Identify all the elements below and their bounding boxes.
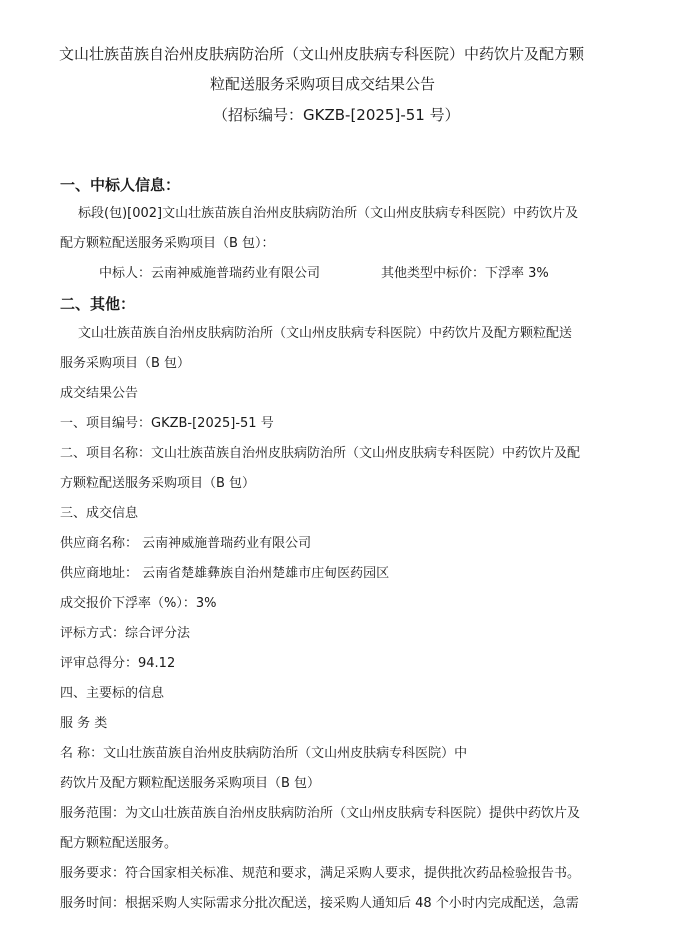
project-name-line-1: 二、项目名称：文山壮族苗族自治州皮肤病防治所（文山州皮肤病专科医院）中药饮片及配 — [60, 446, 581, 461]
winning-bid-price: 其他类型中标价：下浮率 3% — [381, 266, 549, 281]
section-heading-winner-info: 一、中标人信息： — [60, 176, 181, 194]
document-title-line-1: 文山壮族苗族自治州皮肤病防治所（文山州皮肤病专科医院）中药饮片及配方颗 — [59, 45, 585, 63]
supplier-name: 供应商名称： 云南神威施普瑞药业有限公司 — [60, 536, 312, 551]
other-text-line: 服务采购项目（B 包） — [60, 356, 191, 371]
total-score: 评审总得分：94.12 — [60, 656, 176, 671]
winning-bidder: 中标人：云南神威施普瑞药业有限公司 — [99, 266, 321, 281]
discount-rate: 成交报价下浮率（%）：3% — [60, 596, 217, 611]
service-time: 服务时间：根据采购人实际需求分批次配送，接采购人通知后 48 个小时内完成配送，急需 — [60, 896, 579, 911]
other-text-line: 成交结果公告 — [60, 386, 139, 401]
document-title-line-2: 粒配送服务采购项目成交结果公告 — [210, 75, 436, 93]
section-heading-other: 二、其他： — [60, 295, 136, 313]
service-requirements: 服务要求：符合国家相关标准、规范和要求，满足采购人要求，提供批次药品检验报告书。 — [60, 866, 581, 881]
service-scope-line-2: 配方颗粒配送服务。 — [60, 836, 178, 851]
project-name-line-2: 方颗粒配送服务采购项目（B 包） — [60, 476, 256, 491]
other-text-line: 文山壮族苗族自治州皮肤病防治所（文山州皮肤病专科医院）中药饮片及配方颗粒配送 — [78, 326, 573, 341]
project-number: 一、项目编号：GKZB-[2025]-51 号 — [60, 416, 274, 431]
service-category: 服 务 类 — [60, 716, 108, 731]
service-scope-line-1: 服务范围：为文山壮族苗族自治州皮肤病防治所（文山州皮肤病专科医院）提供中药饮片及 — [60, 806, 581, 821]
service-name-line-2: 药饮片及配方颗粒配送服务采购项目（B 包） — [60, 776, 321, 791]
service-name-line-1: 名 称：文山壮族苗族自治州皮肤病防治所（文山州皮肤病专科医院）中 — [60, 746, 468, 761]
deal-info-heading: 三、成交信息 — [60, 506, 139, 521]
lot-description-line-1: 标段(包)[002]文山壮族苗族自治州皮肤病防治所（文山州皮肤病专科医院）中药饮片及 — [78, 206, 579, 221]
tender-number: （招标编号：GKZB-[2025]-51 号） — [213, 106, 460, 124]
main-subject-heading: 四、主要标的信息 — [60, 686, 165, 701]
evaluation-method: 评标方式：综合评分法 — [60, 626, 191, 641]
supplier-address: 供应商地址： 云南省楚雄彝族自治州楚雄市庄甸医药园区 — [60, 566, 390, 581]
lot-description-line-2: 配方颗粒配送服务采购项目（B 包）： — [60, 236, 275, 251]
